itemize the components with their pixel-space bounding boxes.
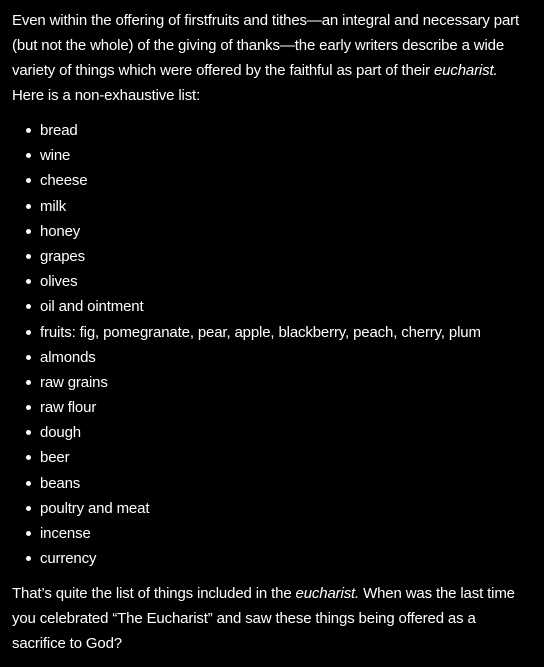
bullet-icon [26, 304, 31, 309]
list-item [26, 395, 532, 420]
list-item-label: poultry and meat [40, 499, 150, 517]
bullet-icon [26, 330, 31, 335]
closing-emphasis: eucharist. [295, 585, 360, 603]
list-item-label: bread [40, 122, 78, 139]
list-item [26, 370, 532, 395]
list-item-label: incense [40, 525, 91, 542]
list-item [26, 269, 532, 294]
bullet-icon [26, 506, 31, 511]
list-item [26, 546, 532, 571]
list-item [26, 194, 532, 219]
list-item-label: grapes [40, 247, 85, 265]
bullet-icon [26, 229, 31, 234]
list-item-label: currency [40, 550, 97, 568]
bullet-icon [26, 128, 31, 133]
bullet-icon [26, 556, 31, 561]
closing-paragraph [12, 581, 532, 656]
list-item [26, 471, 532, 496]
list-item-label: beer [40, 449, 70, 467]
list-item-label: fruits: fig, pomegranate, pear, apple, blackberry, peach, cherry, plum [40, 323, 481, 341]
list-item-label: milk [40, 197, 67, 215]
bullet-icon [26, 204, 31, 209]
bullet-icon [26, 254, 31, 259]
bullet-icon [26, 405, 31, 410]
list-item-label: cheese [40, 172, 88, 190]
offerings-list [12, 118, 532, 571]
closing-text-end: When was the last time you celebrated “The Eucharist” and saw these things being offered as a sacrifice to God? [12, 585, 515, 653]
list-item [26, 445, 532, 470]
intro-text: Even within the offering of firstfruits and tithes—an integral and necessary part (but not the whole) of the giving of thanks—the early writers describe a wide variety of things which were offered by the faithful as part of their [12, 12, 520, 79]
list-item-label: oil and ointment [40, 298, 144, 316]
bullet-icon [26, 355, 31, 360]
list-item [26, 294, 532, 319]
list-item-label: almonds [40, 348, 96, 366]
list-item [26, 496, 532, 521]
list-item [26, 118, 532, 143]
list-item [26, 168, 532, 193]
list-item-label: dough [40, 424, 81, 442]
bullet-icon [26, 380, 31, 385]
bullet-icon [26, 279, 31, 284]
bullet-icon [26, 153, 31, 158]
bullet-icon [26, 531, 31, 536]
list-item [26, 143, 532, 168]
list-item-label: honey [40, 222, 81, 240]
list-item [26, 420, 532, 445]
list-item [26, 244, 532, 269]
list-item-label: wine [40, 147, 71, 165]
list-item [26, 320, 532, 345]
list-item-label: raw flour [40, 399, 97, 417]
list-item-label: raw grains [40, 373, 108, 391]
bullet-icon [26, 481, 31, 486]
list-item [26, 345, 532, 370]
intro-emphasis: eucharist. [433, 62, 498, 79]
bullet-icon [26, 455, 31, 460]
list-item-label: beans [40, 474, 81, 492]
list-item [26, 219, 532, 244]
intro-text-end: Here is a non-exhaustive list: [12, 87, 201, 104]
intro-paragraph [12, 8, 532, 108]
list-item [26, 521, 532, 546]
bullet-icon [26, 430, 31, 435]
list-item-label: olives [40, 273, 78, 291]
bullet-icon [26, 178, 31, 183]
closing-text: That’s quite the list of things included in the [12, 585, 296, 603]
